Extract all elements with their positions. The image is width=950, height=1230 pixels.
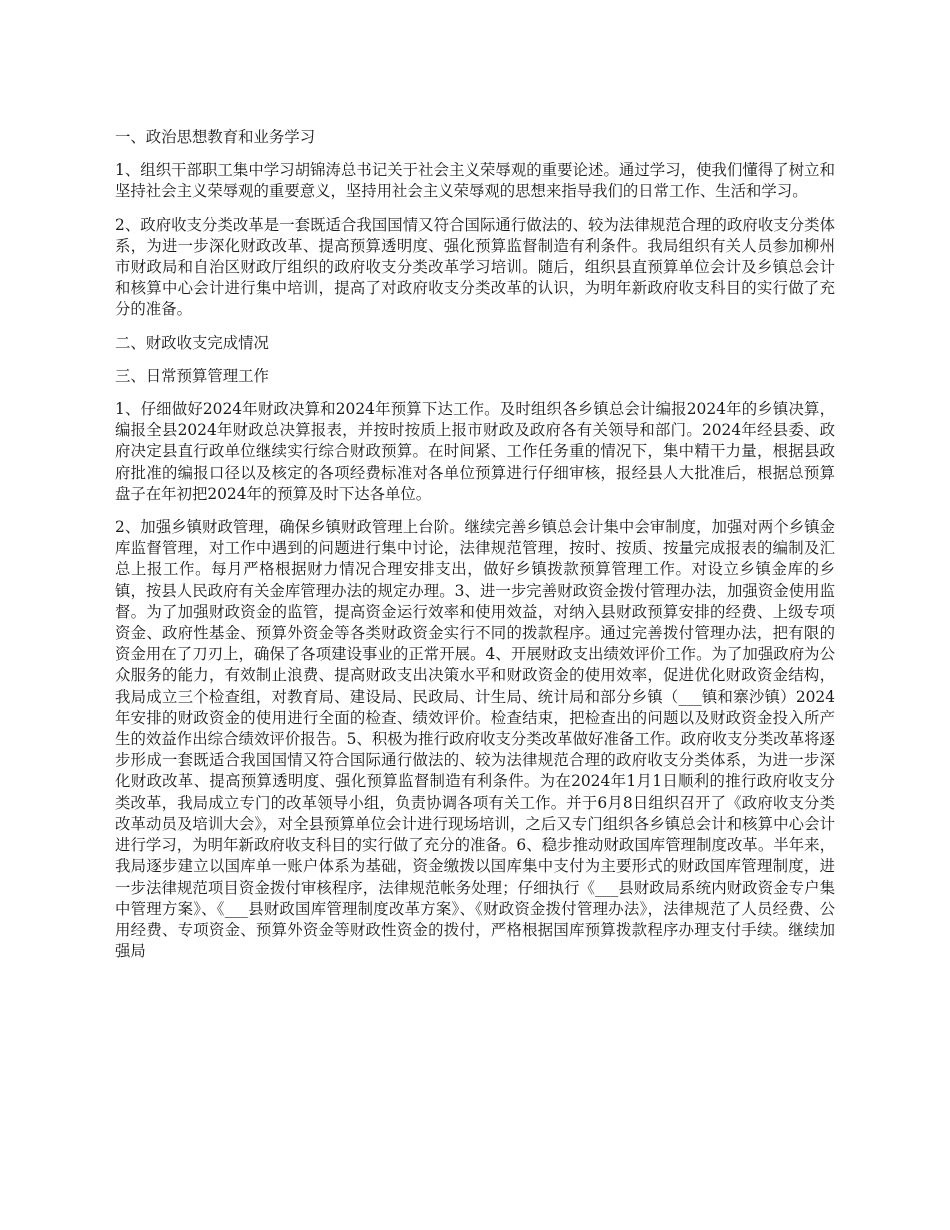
paragraph-study-2: 2、政府收支分类改革是一套既适合我国国情又符合国际通行做法的、较为法律规范合理的政府收支分类体系，为进一步深化财政改革、提高预算透明度、强化预算监督制造有利条件。我局组织有关人员参加柳州市财政局和自治区财政厅组织的政府收支分类改革学习培训。随后，组织县直预算单位会计及乡镇总会计和核算中心会计进行集中培训，提高了对政府收支分类改革的认识，为明年新政府收支科目的实行做了充分的准备。 xyxy=(115,215,835,319)
section-heading-2: 二、财政收支完成情况 xyxy=(115,333,269,352)
paragraph-study-1: 1、组织干部职工集中学习胡锦涛总书记关于社会主义荣辱观的重要论述。通过学习，使我们懂得了树立和坚持社会主义荣辱观的重要意义，坚持用社会主义荣辱观的思想来指导我们的日常工作、生活和学习。 xyxy=(115,161,835,201)
section-heading-1: 一、政治思想教育和业务学习 xyxy=(115,128,316,146)
paragraph-budget-2: 2、加强乡镇财政管理，确保乡镇财政管理上台阶。继续完善乡镇总会计集中会审制度，加强对两个乡镇金库监督管理，对工作中遇到的问题进行集中讨论，法律规范管理，按时、按质、按量完成报表的编制及汇总上报工作。每月严格根据财力情况合理安排支出，做好乡镇拨款预算管理工作。对设立乡镇金库的乡镇，按县人民政府有关金库管理办法的规定办理。3、进一步完善财政资金拨付管理办法，加强资金使用监督。为了加强财政资金的监管，提高资金运行效率和使用效益，对纳入县财政预算安排的经费、上级专项资金、政府性基金、预算外资金等各类财政资金实行不同的拨款程序。通过完善拨付管理办法，把有限的资金用在了刀刃上，确保了各项建设事业的正常开展。4、开展财政支出绩效评价工作。为了加强政府为公众服务的能力，有效制止浪费、提高财政支出决策水平和财政资金的使用效率，促进优化财政资金结构，我局成立三个检查组，对教育局、建设局、民政局、计生局、统计局和部分乡镇（___镇和寨沙镇）2024年安排的财政资金的使用进行全面的检查、绩效评价。检查结束，把检查出的问题以及财政资金投入所产生的效益作出综合绩效评价报告。5、积极为推行政府收支分类改革做好准备工作。政府收支分类改革将逐步形成一套既适合我国国情又符合国际通行做法的、较为法律规范合理的政府收支分类体系，为进一步深化财政改革、提高预算透明度、强化预算监督制造有利条件。为在2024年1月1日顺利的推行政府收支分类改革，我局成立专门的改革领导小组，负责协调各项有关工作。并于6月8日组织召开了《政府收支分类改革动员及培训大会》，对全县预算单位会计进行现场培训，之后又专门组织各乡镇总会计和核算中心会计进行学习，为明年新政府收支科目的实行做了充分的准备。6、稳步推动财政国库管理制度改革。半年来，我局逐步建立以国库单一账户体系为基础，资金缴拨以国库集中支付为主要形式的财政国库管理制度，进一步法律规范项目资金拨付审核程序，法律规范帐务处理；仔细执行《___县财政局系统内财政资金专户集中管理方案》、《___县财政国库管理制度改革方案》、《财政资金拨付管理办法》，法律规范了人员经费、公用经费、专项资金、预算外资金等财政性资金的拨付，严格根据国库预算拨款程序办理支付手续。继续加强局 xyxy=(115,518,835,961)
document-body xyxy=(115,127,835,974)
paragraph-budget-1: 1、仔细做好2024年财政决算和2024年预算下达工作。及时组织各乡镇总会计编报2024年的乡镇决算，编报全县2024年财政总决算报表，并按时按质上报市财政及政府各有关领导和部门。2024年经县委、政府决定县直行政单位继续实行综合财政预算。在时间紧、工作任务重的情况下，集中精干力量，根据县政府批准的编报口径以及核定的各项经费标准对各单位预算进行仔细审核，报经县人大批准后，根据总预算盘子在年初把2024年的预算及时下达各单位。 xyxy=(115,400,835,503)
section-heading-3: 三、日常预算管理工作 xyxy=(115,366,269,385)
